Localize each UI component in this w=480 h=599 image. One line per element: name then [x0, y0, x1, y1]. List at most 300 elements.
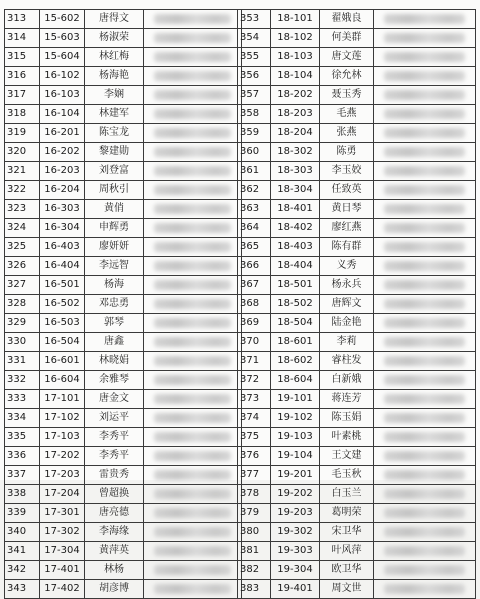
- room-number-cell: 17-401: [40, 561, 85, 580]
- room-number-cell: 16-601: [40, 352, 85, 371]
- redaction-blur: [154, 242, 231, 252]
- redaction-blur: [384, 52, 465, 62]
- table-row: [5, 105, 242, 124]
- room-number-cell: 18-101: [271, 10, 320, 29]
- table-row: [5, 409, 242, 428]
- table-row: [238, 105, 476, 124]
- redaction-blur: [154, 147, 231, 157]
- redaction-blur: [154, 546, 231, 556]
- room-number-cell: 16-103: [40, 86, 85, 105]
- redaction-blur: [384, 375, 465, 385]
- redaction-blur: [154, 299, 231, 309]
- resident-name-cell: 杨海艳: [85, 67, 144, 86]
- row-number-cell: 366: [238, 257, 271, 276]
- redaction-blur: [154, 432, 231, 442]
- redaction-blur: [154, 451, 231, 461]
- redaction-blur: [384, 432, 465, 442]
- table-row: [238, 561, 476, 580]
- redacted-id-cell: [374, 276, 476, 295]
- redacted-id-cell: [374, 257, 476, 276]
- row-number-cell: 364: [238, 219, 271, 238]
- redaction-blur: [154, 128, 231, 138]
- room-number-cell: 19-401: [271, 580, 320, 599]
- redaction-blur: [384, 356, 465, 366]
- redacted-id-cell: [144, 447, 242, 466]
- redacted-id-cell: [374, 504, 476, 523]
- room-number-cell: 19-103: [271, 428, 320, 447]
- room-number-cell: 18-604: [271, 371, 320, 390]
- redacted-id-cell: [374, 561, 476, 580]
- table-row: [5, 447, 242, 466]
- redaction-blur: [154, 109, 231, 119]
- room-number-cell: 17-101: [40, 390, 85, 409]
- room-number-cell: 19-303: [271, 542, 320, 561]
- redaction-blur: [154, 356, 231, 366]
- row-number-cell: 330: [5, 333, 40, 352]
- room-number-cell: 18-404: [271, 257, 320, 276]
- resident-name-cell: 廖红燕: [320, 219, 374, 238]
- row-number-cell: 358: [238, 105, 271, 124]
- resident-name-cell: 白新娥: [320, 371, 374, 390]
- table-row: [5, 181, 242, 200]
- redacted-id-cell: [374, 580, 476, 599]
- room-number-cell: 17-304: [40, 542, 85, 561]
- redacted-id-cell: [144, 295, 242, 314]
- redacted-id-cell: [144, 105, 242, 124]
- redaction-blur: [384, 128, 465, 138]
- resident-name-cell: 杨永兵: [320, 276, 374, 295]
- resident-name-cell: 林杨: [85, 561, 144, 580]
- room-number-cell: 19-203: [271, 504, 320, 523]
- room-number-cell: 16-502: [40, 295, 85, 314]
- left-roster-table: [4, 9, 242, 599]
- resident-name-cell: 葛明荣: [320, 504, 374, 523]
- redacted-id-cell: [144, 352, 242, 371]
- resident-name-cell: 刘运平: [85, 409, 144, 428]
- redacted-id-cell: [144, 504, 242, 523]
- table-row: [238, 466, 476, 485]
- row-number-cell: 318: [5, 105, 40, 124]
- table-row: [238, 219, 476, 238]
- table-row: [5, 200, 242, 219]
- redacted-id-cell: [144, 238, 242, 257]
- row-number-cell: 334: [5, 409, 40, 428]
- redacted-id-cell: [374, 314, 476, 333]
- resident-name-cell: 申辉勇: [85, 219, 144, 238]
- table-row: [238, 485, 476, 504]
- table-row: [238, 371, 476, 390]
- row-number-cell: 368: [238, 295, 271, 314]
- room-number-cell: 19-104: [271, 447, 320, 466]
- resident-name-cell: 邓忠勇: [85, 295, 144, 314]
- redacted-id-cell: [374, 409, 476, 428]
- row-number-cell: 337: [5, 466, 40, 485]
- resident-name-cell: 叶素桃: [320, 428, 374, 447]
- redaction-blur: [384, 261, 465, 271]
- redaction-blur: [384, 299, 465, 309]
- table-row: [5, 238, 242, 257]
- redaction-blur: [384, 470, 465, 480]
- redaction-blur: [384, 413, 465, 423]
- room-number-cell: 17-103: [40, 428, 85, 447]
- right-roster-table: [237, 9, 476, 599]
- redacted-id-cell: [144, 29, 242, 48]
- redacted-id-cell: [144, 219, 242, 238]
- redaction-blur: [154, 413, 231, 423]
- table-row: [238, 124, 476, 143]
- redacted-id-cell: [144, 257, 242, 276]
- redaction-blur: [384, 318, 465, 328]
- redaction-blur: [384, 489, 465, 499]
- room-number-cell: 16-404: [40, 257, 85, 276]
- redacted-id-cell: [374, 67, 476, 86]
- row-number-cell: 317: [5, 86, 40, 105]
- table-row: [5, 86, 242, 105]
- row-number-cell: 343: [5, 580, 40, 599]
- redacted-id-cell: [374, 124, 476, 143]
- row-number-cell: 321: [5, 162, 40, 181]
- redaction-blur: [154, 14, 231, 24]
- redacted-id-cell: [144, 200, 242, 219]
- row-number-cell: 379: [238, 504, 271, 523]
- resident-name-cell: 宋卫华: [320, 523, 374, 542]
- table-row: [5, 48, 242, 67]
- room-number-cell: 18-204: [271, 124, 320, 143]
- row-number-cell: 369: [238, 314, 271, 333]
- room-number-cell: 16-203: [40, 162, 85, 181]
- redaction-blur: [154, 52, 231, 62]
- resident-name-cell: 林红梅: [85, 48, 144, 67]
- redaction-blur: [154, 489, 231, 499]
- redacted-id-cell: [374, 466, 476, 485]
- table-row: [238, 67, 476, 86]
- table-row: [5, 485, 242, 504]
- table-row: [238, 504, 476, 523]
- row-number-cell: 326: [5, 257, 40, 276]
- table-row: [238, 238, 476, 257]
- row-number-cell: 340: [5, 523, 40, 542]
- redacted-id-cell: [144, 485, 242, 504]
- resident-name-cell: 蒋连芳: [320, 390, 374, 409]
- table-row: [238, 352, 476, 371]
- table-row: [5, 580, 242, 599]
- room-number-cell: 16-604: [40, 371, 85, 390]
- redacted-id-cell: [144, 162, 242, 181]
- redaction-blur: [154, 204, 231, 214]
- table-row: [5, 295, 242, 314]
- redaction-blur: [384, 147, 465, 157]
- room-number-cell: 18-504: [271, 314, 320, 333]
- redaction-blur: [154, 223, 231, 233]
- resident-name-cell: 陈宝龙: [85, 124, 144, 143]
- room-number-cell: 17-203: [40, 466, 85, 485]
- table-row: [5, 10, 242, 29]
- row-number-cell: 374: [238, 409, 271, 428]
- table-row: [238, 10, 476, 29]
- table-row: [5, 219, 242, 238]
- row-number-cell: 331: [5, 352, 40, 371]
- resident-name-cell: 雷贵秀: [85, 466, 144, 485]
- redacted-id-cell: [374, 181, 476, 200]
- row-number-cell: 324: [5, 219, 40, 238]
- redaction-blur: [384, 565, 465, 575]
- table-row: [5, 428, 242, 447]
- resident-name-cell: 义秀: [320, 257, 374, 276]
- resident-name-cell: 胡彦博: [85, 580, 144, 599]
- resident-name-cell: 周文世: [320, 580, 374, 599]
- redacted-id-cell: [144, 371, 242, 390]
- row-number-cell: 365: [238, 238, 271, 257]
- resident-name-cell: 李远智: [85, 257, 144, 276]
- redacted-id-cell: [374, 542, 476, 561]
- redacted-id-cell: [144, 580, 242, 599]
- redaction-blur: [154, 90, 231, 100]
- resident-name-cell: 聂玉秀: [320, 86, 374, 105]
- resident-name-cell: 任致英: [320, 181, 374, 200]
- table-row: [5, 561, 242, 580]
- room-number-cell: 16-204: [40, 181, 85, 200]
- room-number-cell: 19-302: [271, 523, 320, 542]
- room-number-cell: 15-603: [40, 29, 85, 48]
- table-row: [5, 276, 242, 295]
- row-number-cell: 373: [238, 390, 271, 409]
- table-row: [238, 181, 476, 200]
- row-number-cell: 376: [238, 447, 271, 466]
- redacted-id-cell: [374, 295, 476, 314]
- table-row: [238, 276, 476, 295]
- redacted-id-cell: [144, 86, 242, 105]
- room-number-cell: 16-104: [40, 105, 85, 124]
- room-number-cell: 18-102: [271, 29, 320, 48]
- resident-name-cell: 李娴: [85, 86, 144, 105]
- room-number-cell: 18-103: [271, 48, 320, 67]
- room-number-cell: 19-101: [271, 390, 320, 409]
- redacted-id-cell: [144, 390, 242, 409]
- room-number-cell: 17-302: [40, 523, 85, 542]
- resident-name-cell: 刘登富: [85, 162, 144, 181]
- redaction-blur: [154, 394, 231, 404]
- table-row: [5, 371, 242, 390]
- row-number-cell: 336: [5, 447, 40, 466]
- resident-name-cell: 毛玉秋: [320, 466, 374, 485]
- table-row: [5, 466, 242, 485]
- resident-name-cell: 杨海: [85, 276, 144, 295]
- redacted-id-cell: [144, 67, 242, 86]
- room-number-cell: 16-102: [40, 67, 85, 86]
- resident-name-cell: 唐亮德: [85, 504, 144, 523]
- room-number-cell: 18-104: [271, 67, 320, 86]
- row-number-cell: 356: [238, 67, 271, 86]
- redacted-id-cell: [374, 371, 476, 390]
- row-number-cell: 342: [5, 561, 40, 580]
- room-number-cell: 18-302: [271, 143, 320, 162]
- redacted-id-cell: [374, 390, 476, 409]
- resident-name-cell: 叶风萍: [320, 542, 374, 561]
- redacted-id-cell: [144, 124, 242, 143]
- resident-name-cell: 林晓娟: [85, 352, 144, 371]
- redaction-blur: [384, 337, 465, 347]
- redaction-blur: [384, 14, 465, 24]
- redacted-id-cell: [144, 181, 242, 200]
- table-row: [238, 48, 476, 67]
- room-number-cell: 16-503: [40, 314, 85, 333]
- redaction-blur: [154, 565, 231, 575]
- table-row: [5, 257, 242, 276]
- redacted-id-cell: [374, 105, 476, 124]
- redacted-id-cell: [374, 143, 476, 162]
- table-row: [238, 428, 476, 447]
- row-number-cell: 327: [5, 276, 40, 295]
- room-number-cell: 16-201: [40, 124, 85, 143]
- row-number-cell: 360: [238, 143, 271, 162]
- redaction-blur: [384, 185, 465, 195]
- room-number-cell: 16-303: [40, 200, 85, 219]
- redacted-id-cell: [144, 276, 242, 295]
- resident-name-cell: 翟娥良: [320, 10, 374, 29]
- row-number-cell: 335: [5, 428, 40, 447]
- table-row: [238, 409, 476, 428]
- resident-name-cell: 李海缘: [85, 523, 144, 542]
- resident-name-cell: 欧卫华: [320, 561, 374, 580]
- room-number-cell: 18-202: [271, 86, 320, 105]
- room-number-cell: 15-604: [40, 48, 85, 67]
- row-number-cell: 363: [238, 200, 271, 219]
- resident-name-cell: 唐鑫: [85, 333, 144, 352]
- table-row: [238, 542, 476, 561]
- table-row: [5, 504, 242, 523]
- room-number-cell: 16-501: [40, 276, 85, 295]
- row-number-cell: 322: [5, 181, 40, 200]
- redacted-id-cell: [374, 428, 476, 447]
- redacted-id-cell: [374, 162, 476, 181]
- redaction-blur: [154, 166, 231, 176]
- table-row: [238, 314, 476, 333]
- row-number-cell: 341: [5, 542, 40, 561]
- row-number-cell: 325: [5, 238, 40, 257]
- table-row: [238, 333, 476, 352]
- resident-name-cell: 唐金文: [85, 390, 144, 409]
- resident-name-cell: 唐辉文: [320, 295, 374, 314]
- row-number-cell: 338: [5, 485, 40, 504]
- redacted-id-cell: [374, 48, 476, 67]
- redacted-id-cell: [374, 447, 476, 466]
- room-number-cell: 19-102: [271, 409, 320, 428]
- room-number-cell: 18-403: [271, 238, 320, 257]
- table-row: [5, 390, 242, 409]
- redaction-blur: [384, 394, 465, 404]
- redaction-blur: [384, 546, 465, 556]
- redacted-id-cell: [144, 561, 242, 580]
- room-number-cell: 18-203: [271, 105, 320, 124]
- room-number-cell: 18-401: [271, 200, 320, 219]
- redaction-blur: [384, 242, 465, 252]
- resident-name-cell: 唐得文: [85, 10, 144, 29]
- row-number-cell: 313: [5, 10, 40, 29]
- row-number-cell: 359: [238, 124, 271, 143]
- resident-name-cell: 张燕: [320, 124, 374, 143]
- room-number-cell: 15-602: [40, 10, 85, 29]
- resident-name-cell: 杨淑荣: [85, 29, 144, 48]
- redacted-id-cell: [374, 352, 476, 371]
- room-number-cell: 18-601: [271, 333, 320, 352]
- table-row: [5, 333, 242, 352]
- room-number-cell: 17-202: [40, 447, 85, 466]
- row-number-cell: 329: [5, 314, 40, 333]
- table-row: [5, 352, 242, 371]
- room-number-cell: 16-202: [40, 143, 85, 162]
- redaction-blur: [384, 223, 465, 233]
- table-row: [5, 162, 242, 181]
- room-number-cell: 16-304: [40, 219, 85, 238]
- row-number-cell: 381: [238, 542, 271, 561]
- resident-name-cell: 黎建勋: [85, 143, 144, 162]
- room-number-cell: 17-301: [40, 504, 85, 523]
- row-number-cell: 370: [238, 333, 271, 352]
- table-row: [238, 29, 476, 48]
- room-number-cell: 19-202: [271, 485, 320, 504]
- row-number-cell: 367: [238, 276, 271, 295]
- redacted-id-cell: [144, 143, 242, 162]
- room-number-cell: 17-204: [40, 485, 85, 504]
- resident-name-cell: 曾超换: [85, 485, 144, 504]
- resident-name-cell: 睿柱发: [320, 352, 374, 371]
- redacted-id-cell: [374, 238, 476, 257]
- room-number-cell: 17-102: [40, 409, 85, 428]
- redacted-id-cell: [374, 485, 476, 504]
- resident-name-cell: 廖妍妍: [85, 238, 144, 257]
- row-number-cell: 380: [238, 523, 271, 542]
- resident-name-cell: 陈有群: [320, 238, 374, 257]
- redacted-id-cell: [144, 523, 242, 542]
- resident-name-cell: 周秋引: [85, 181, 144, 200]
- resident-name-cell: 陈勇: [320, 143, 374, 162]
- row-number-cell: 353: [238, 10, 271, 29]
- redacted-id-cell: [374, 200, 476, 219]
- resident-name-cell: 郭琴: [85, 314, 144, 333]
- room-number-cell: 18-501: [271, 276, 320, 295]
- resident-name-cell: 王文建: [320, 447, 374, 466]
- table-row: [238, 580, 476, 599]
- row-number-cell: 314: [5, 29, 40, 48]
- resident-name-cell: 陆金艳: [320, 314, 374, 333]
- resident-name-cell: 李莉: [320, 333, 374, 352]
- table-row: [238, 390, 476, 409]
- row-number-cell: 316: [5, 67, 40, 86]
- redaction-blur: [384, 451, 465, 461]
- row-number-cell: 332: [5, 371, 40, 390]
- redacted-id-cell: [144, 10, 242, 29]
- row-number-cell: 354: [238, 29, 271, 48]
- row-number-cell: 372: [238, 371, 271, 390]
- row-number-cell: 355: [238, 48, 271, 67]
- redaction-blur: [384, 90, 465, 100]
- resident-name-cell: 黄萍英: [85, 542, 144, 561]
- table-row: [5, 67, 242, 86]
- redaction-blur: [154, 261, 231, 271]
- redaction-blur: [154, 470, 231, 480]
- redaction-blur: [154, 337, 231, 347]
- resident-name-cell: 何美群: [320, 29, 374, 48]
- redaction-blur: [154, 375, 231, 385]
- row-number-cell: 328: [5, 295, 40, 314]
- table-row: [238, 295, 476, 314]
- table-row: [238, 447, 476, 466]
- table-row: [238, 200, 476, 219]
- room-number-cell: 19-304: [271, 561, 320, 580]
- room-number-cell: 16-504: [40, 333, 85, 352]
- row-number-cell: 333: [5, 390, 40, 409]
- redaction-blur: [384, 166, 465, 176]
